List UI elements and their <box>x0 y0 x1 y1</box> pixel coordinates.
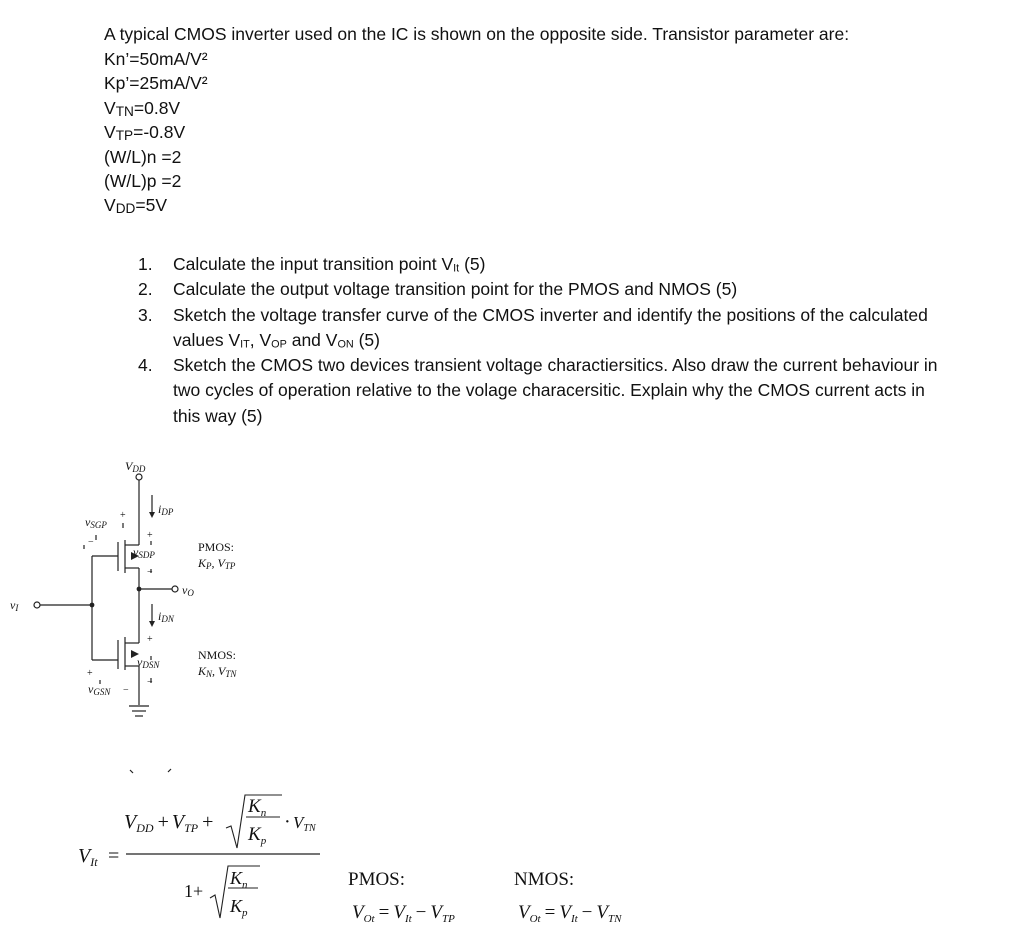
minus-sign: − <box>147 677 153 688</box>
output-terminal <box>172 586 178 592</box>
pmos-params: KP, VTP <box>198 556 236 571</box>
vo-label: vO <box>182 583 194 598</box>
idp-label: iDP <box>158 502 174 517</box>
vdd-terminal <box>136 474 142 480</box>
vi-label: vI <box>10 598 19 613</box>
formula-lhs: $V_{It}$ <box>78 845 98 869</box>
device-labels <box>197 540 237 679</box>
denominator-one: 1+ <box>184 881 204 901</box>
plus-sign: + <box>87 668 93 679</box>
circuit-labels <box>10 459 194 697</box>
plus-sign: + <box>120 510 126 521</box>
vsdp-label: vSDP <box>133 545 155 560</box>
param-kn: Kn’=50mA/V² <box>104 49 208 69</box>
param-wl-n: (W/L)n =2 <box>104 146 182 167</box>
param-vtn: $V_{TN}=0.8V$ <box>104 97 181 119</box>
nmos-formula: $V_{Ot} = V_{It} - V_{TN}$ <box>518 902 622 925</box>
task-item: 4. Sketch the CMOS two devices transient voltage charactiersitics. Also draw the current behaviour in two cycles of operation relative to the volage characersitic. Explain why the CMOS current acts in this way (5) <box>138 355 938 426</box>
param-vdd: $V_{DD}=5V$ <box>104 195 168 217</box>
formula-equals: = <box>108 845 120 867</box>
kn-text: $K_n$ <box>248 796 267 819</box>
intro-text: A typical CMOS inverter used on the IC is shown on the opposite side. Transistor parameter are: <box>104 24 850 44</box>
plus-sign: + <box>147 634 153 645</box>
output-node <box>137 587 142 592</box>
kp-den-text: $K_p$ <box>230 896 248 919</box>
dot-operator: · <box>284 811 291 833</box>
vgsn-label: vGSN <box>88 682 111 697</box>
idn-label: iDN <box>158 609 174 624</box>
param-wl-p: (W/L)p =2 <box>104 171 182 192</box>
vdsn-label: vDSN <box>137 655 160 670</box>
nmos-title: NMOS: <box>198 648 237 662</box>
vdd-label: VDD <box>125 459 146 474</box>
nmos-params: KN, VTN <box>198 664 237 679</box>
gate-node <box>90 603 95 608</box>
pmos-label: PMOS: <box>348 869 406 890</box>
minus-sign: − <box>88 537 94 548</box>
minus-sign: − <box>147 567 153 578</box>
task-item: 3. Sketch the voltage transfer curve of the CMOS inverter and identify the positions of the calculated values $V_{IT}$, $V_{OP}$ and $V_{ON}$ (5) <box>138 304 928 351</box>
kp-text: $K_p$ <box>248 824 267 847</box>
kn-den-text: $K_n$ <box>230 868 248 891</box>
pmos-title: PMOS: <box>198 540 235 554</box>
input-terminal <box>34 602 40 608</box>
plus-sign: + <box>147 530 153 541</box>
nmos-label: NMOS: <box>514 869 575 890</box>
formula-numerator: $V_{DD} + V_{TP}$ + <box>124 811 214 835</box>
minus-sign: − <box>123 685 129 696</box>
param-vtp: $V_{TP}=-0.8V$ <box>104 122 186 144</box>
vtn-text: VTN <box>293 813 316 834</box>
task-item: 1. Calculate the input transition point $V_{It}$ (5) <box>138 254 486 275</box>
transition-formula <box>78 795 622 925</box>
param-kp: Kp’=25mA/V² <box>104 73 208 94</box>
task-item: 2. Calculate the output voltage transition point for the PMOS and NMOS (5) <box>138 279 738 300</box>
vsgp-label: vSGP <box>85 515 107 530</box>
pmos-formula: $V_{Ot} = V_{It} - V_{TP}$ <box>352 902 455 925</box>
